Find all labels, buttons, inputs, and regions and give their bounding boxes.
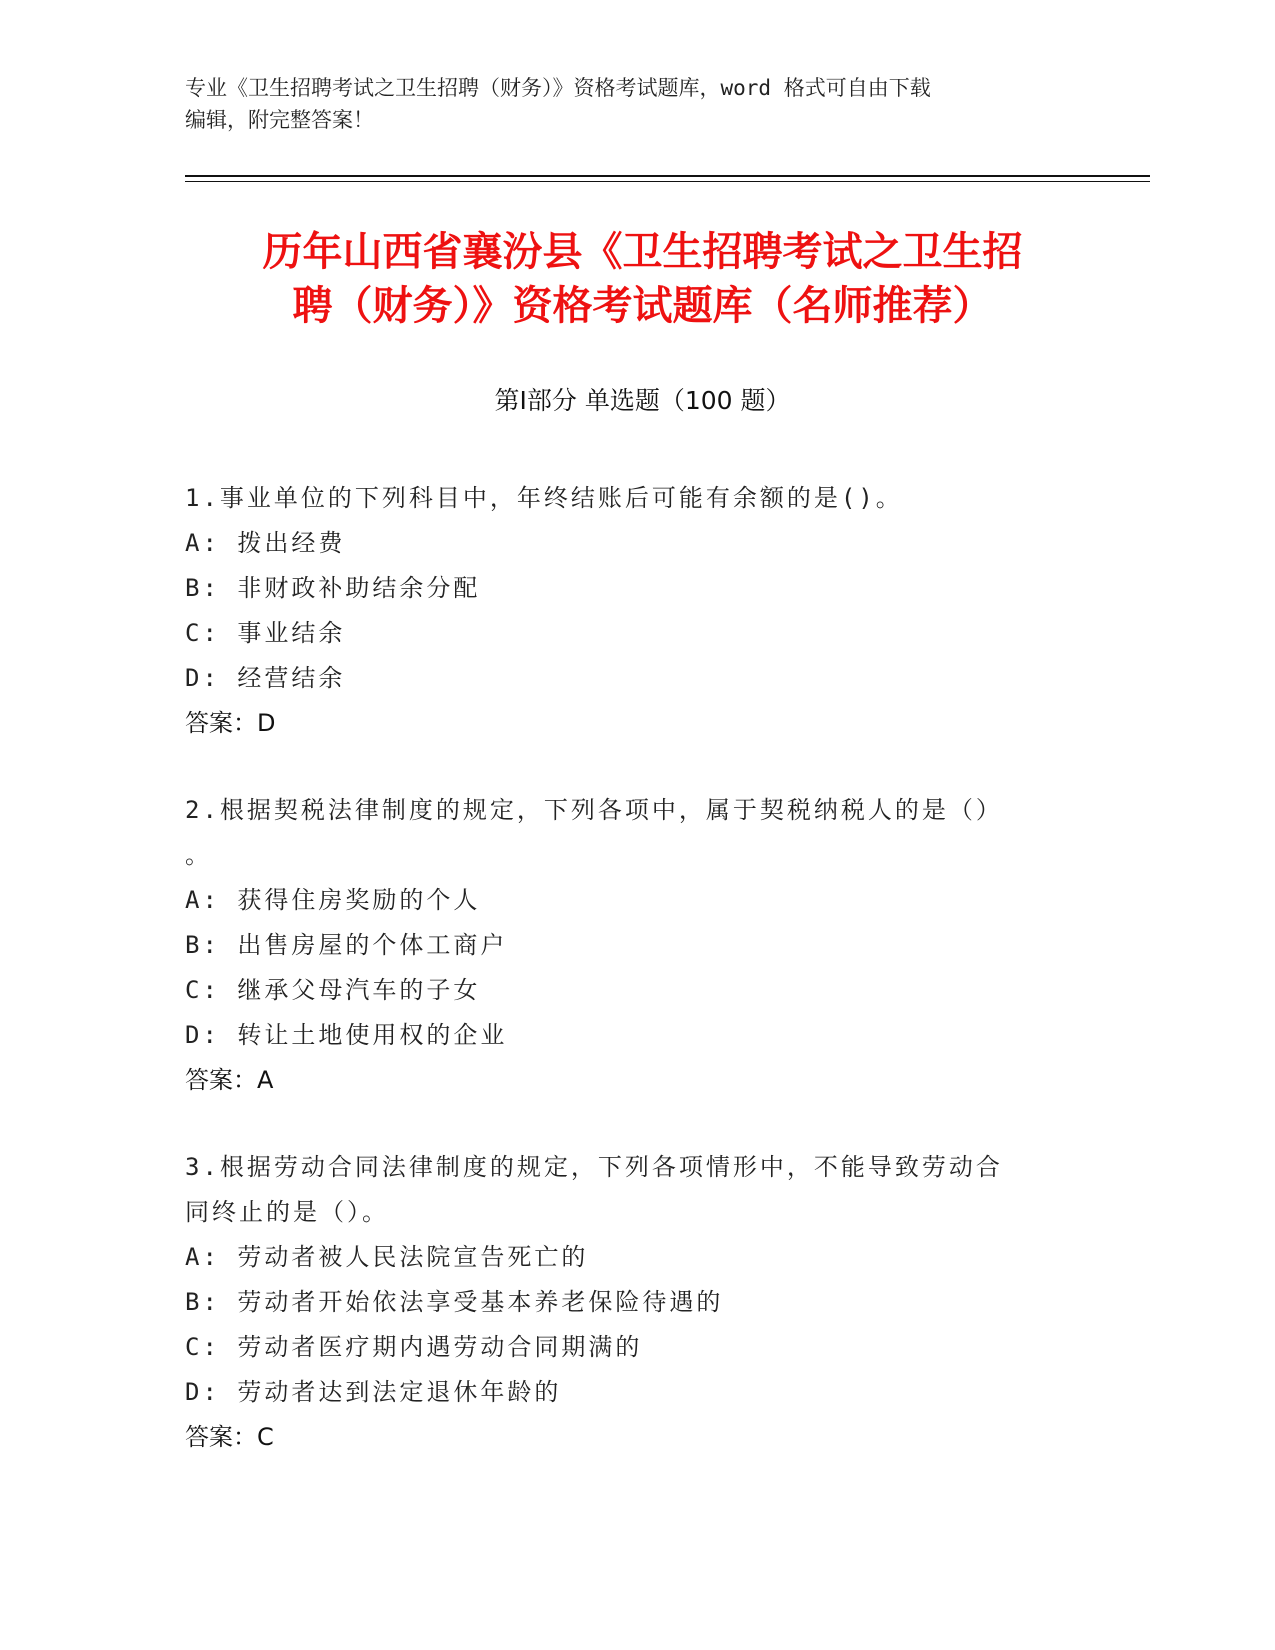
option-c: C: 劳动者医疗期内遇劳动合同期满的 <box>185 1333 643 1361</box>
answer-label: 答案：A <box>185 1066 274 1094</box>
option-b: B: 劳动者开始依法享受基本养老保险待遇的 <box>185 1288 724 1316</box>
document-title-line: 聘（财务）》资格考试题库（名师推荐） <box>292 283 993 329</box>
question-text-continued: 同终止的是（）。 <box>185 1198 389 1226</box>
option-a: A: 劳动者被人民法院宣告死亡的 <box>185 1243 589 1271</box>
question-item <box>185 476 1085 746</box>
question-item <box>185 1145 1085 1460</box>
answer-label: 答案：C <box>185 1423 274 1451</box>
option-d: D: 经营结余 <box>185 664 346 692</box>
header-note-line: 编辑，附完整答案！ <box>185 108 374 132</box>
question-list <box>185 476 1085 1502</box>
header-note-line: 专业《卫生招聘考试之卫生招聘（财务）》资格考试题库，word 格式可自由下载 <box>185 76 931 100</box>
question-text: 1.事业单位的下列科目中，年终结账后可能有余额的是()。 <box>185 484 903 512</box>
option-a: A: 获得住房奖励的个人 <box>185 886 481 914</box>
question-text-continued: 。 <box>185 841 212 869</box>
question-text: 2.根据契税法律制度的规定，下列各项中，属于契税纳税人的是（） <box>185 796 1003 824</box>
question-item <box>185 788 1085 1103</box>
option-d: D: 劳动者达到法定退休年龄的 <box>185 1378 562 1406</box>
header-divider <box>185 175 1150 177</box>
section-heading: 第Ⅰ部分 单选题（100 题） <box>494 386 791 415</box>
option-c: C: 事业结余 <box>185 619 346 647</box>
option-d: D: 转让土地使用权的企业 <box>185 1021 508 1049</box>
option-c: C: 继承父母汽车的子女 <box>185 976 481 1004</box>
option-b: B: 非财政补助结余分配 <box>185 574 481 602</box>
document-title <box>185 225 1100 333</box>
document-title-line: 历年山西省襄汾县《卫生招聘考试之卫生招 <box>262 229 1023 275</box>
question-text: 3.根据劳动合同法律制度的规定，下列各项情形中，不能导致劳动合 <box>185 1153 1003 1181</box>
option-b: B: 出售房屋的个体工商户 <box>185 931 508 959</box>
option-a: A: 拨出经费 <box>185 529 346 557</box>
header-note <box>185 72 1065 136</box>
header-divider-thin <box>185 181 1150 182</box>
answer-label: 答案：D <box>185 709 276 737</box>
